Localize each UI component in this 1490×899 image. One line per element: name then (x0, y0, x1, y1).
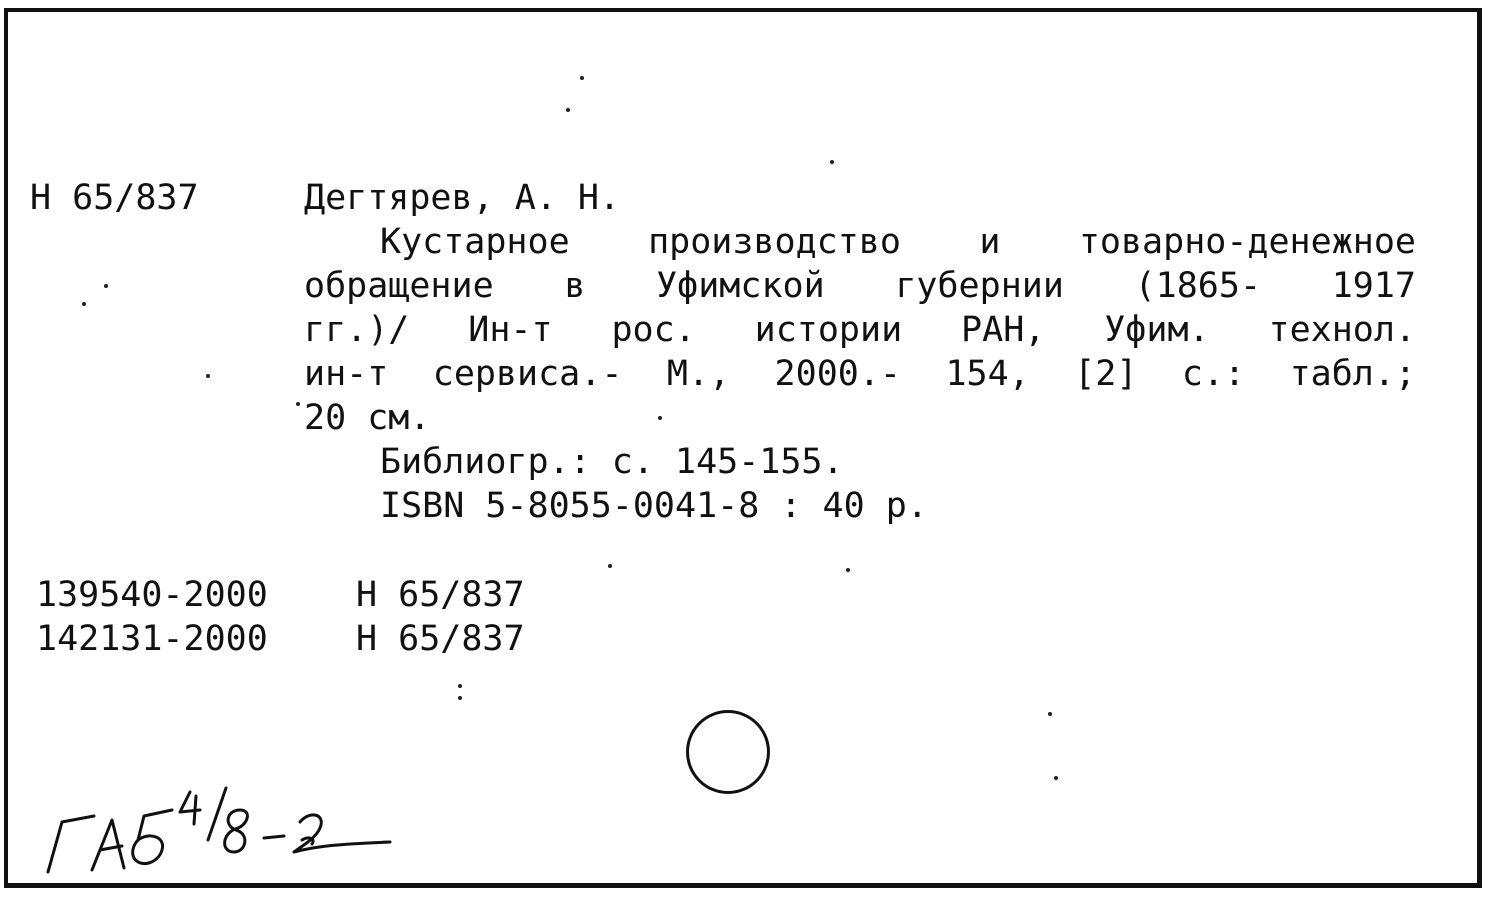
scan-speck (82, 302, 86, 306)
physical-size: 20 см. (304, 398, 431, 438)
inventory-number-2: 142131-2000 (36, 619, 268, 659)
title-line-3: гг.)/ Ин-т рос. истории РАН, Уфим. технол. (304, 310, 1416, 350)
title-line-4: ин-т сервиса.- М., 2000.- 154, [2] с.: табл.; (304, 354, 1416, 394)
author-heading: Дегтярев, А. Н. (304, 178, 621, 218)
bibliographic-description (304, 220, 1416, 528)
title-line-1: Кустарное производство и товарно-денежное (380, 222, 1416, 262)
scan-speck (1048, 712, 1052, 716)
inventory-number-1: 139540-2000 (36, 575, 268, 615)
scan-speck (658, 416, 662, 420)
scan-speck (104, 284, 108, 288)
scan-speck (608, 564, 612, 568)
inventory-code-2: Н 65/837 (356, 619, 525, 659)
card-punch-hole (686, 710, 770, 794)
scan-speck (830, 160, 834, 164)
scan-speck (566, 108, 570, 112)
handwritten-note-signature (40, 780, 400, 880)
scan-speck (296, 402, 300, 406)
scan-speck (458, 684, 462, 688)
scan-speck (846, 568, 850, 572)
inventory-code-1: Н 65/837 (356, 575, 525, 615)
scan-speck (206, 374, 210, 378)
bibliography-note: Библиогр.: с. 145-155. (380, 442, 844, 482)
isbn-line: ISBN 5-8055-0041-8 : 40 р. (380, 486, 928, 526)
scan-speck (1054, 776, 1058, 780)
scan-speck (580, 76, 584, 80)
shelf-mark: Н 65/837 (30, 178, 199, 218)
title-line-2: обращение в Уфимской губернии (1865- 1917 (304, 266, 1416, 306)
scan-speck (458, 696, 462, 700)
